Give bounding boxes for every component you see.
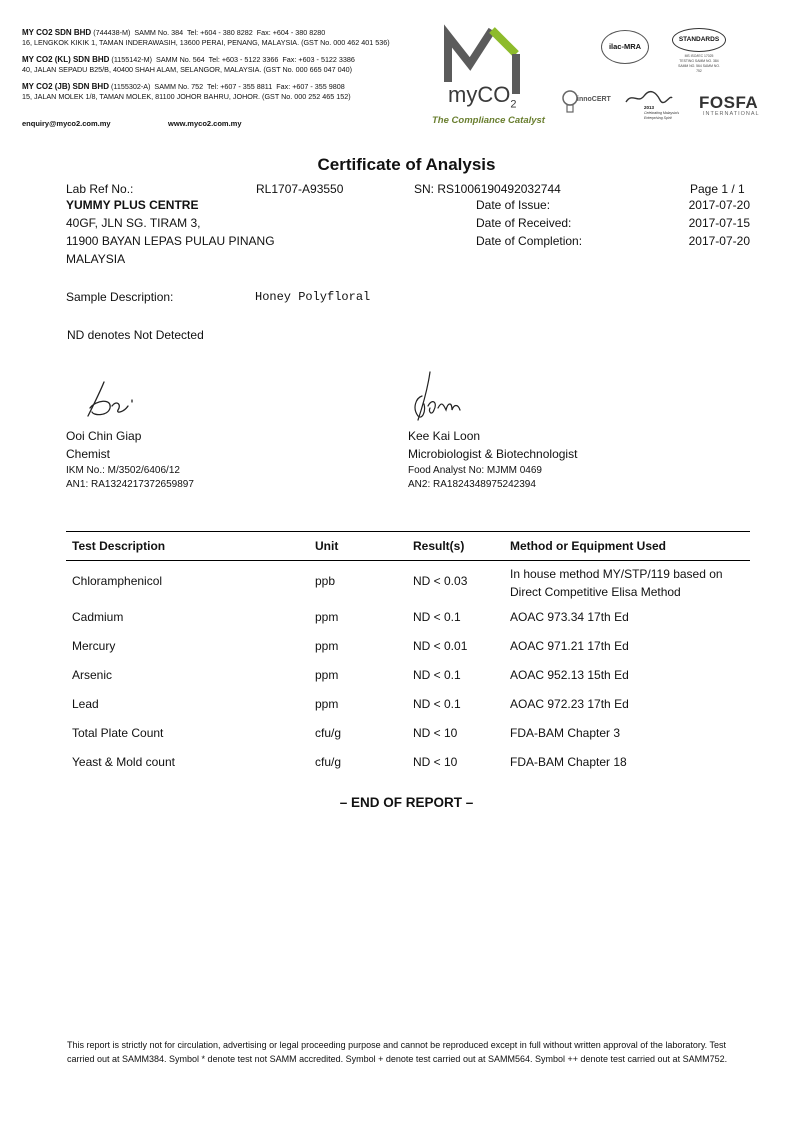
company-jb: MY CO2 (JB) SDN BHD (1155302-A) SAMM No. 752 Tel: +607 - 355 8811 Fax: +607 - 355 9808 15, JALAN MOLEK 1/8, TAMAN MOLEK, 81100 JOHOR BAHRU, JOHOR. (GST No. 000 252 465 152): [22, 82, 351, 101]
test-method: [504, 561, 750, 607]
date-completion-label: Date of Completion:: [476, 234, 583, 248]
date-labels: [476, 196, 582, 250]
standards-text: MS ISO/IEC 17025 TESTING SAMM NO. 384 SAMM NO. 564 SAMM NO. 752: [678, 54, 720, 73]
test-result: ND < 0.1: [413, 667, 461, 682]
test-unit: ppm: [315, 638, 339, 653]
test-result: ND < 0.1: [413, 696, 461, 711]
enterprise-script-icon: [624, 90, 674, 106]
signatory-title: Microbiologist & Biotechnologist: [408, 447, 578, 461]
company-email[interactable]: enquiry@myco2.com.my: [22, 119, 111, 128]
test-result: ND < 10: [413, 725, 458, 740]
table-row: [66, 561, 750, 607]
test-unit: ppm: [315, 667, 339, 682]
innocert-bulb-icon: [561, 88, 579, 118]
table-row: [66, 665, 750, 694]
table-row: [66, 694, 750, 723]
test-name: Total Plate Count: [72, 725, 164, 740]
customer-name: YUMMY PLUS CENTRE: [66, 198, 199, 212]
test-method-line: Direct Competitive Elisa Method: [510, 585, 681, 599]
signature-kee-icon: [408, 368, 468, 426]
serial-number: SN: RS1006190492032744: [414, 182, 561, 196]
date-issue-value: 2017-07-20: [688, 198, 750, 212]
test-method: AOAC 952.13 15th Ed: [510, 667, 629, 682]
signatory-ooi-ids: [66, 464, 194, 492]
company-list: [22, 28, 432, 102]
customer-line: MALAYSIA: [66, 252, 126, 266]
company-website[interactable]: www.myco2.com.my: [168, 119, 242, 128]
test-name: Yeast & Mold count: [72, 754, 175, 769]
test-result: ND < 0.1: [413, 609, 461, 624]
signatory-id: AN1: RA1324217372659897: [66, 479, 194, 490]
signatory-kee: [408, 427, 577, 463]
test-unit: cfu/g: [315, 754, 342, 769]
table-row: [66, 752, 750, 781]
end-of-report: – END OF REPORT –: [339, 795, 474, 810]
test-method: AOAC 971.21 17th Ed: [510, 638, 629, 653]
sample-value: Honey Polyfloral: [255, 290, 371, 304]
table-row: [66, 607, 750, 636]
tagline: The Compliance Catalyst: [432, 115, 545, 126]
test-unit: ppb: [315, 574, 336, 588]
test-name: Arsenic: [72, 667, 113, 682]
enterprise-badge: 2013 Celebrating Malaysia's Enterprising Spirit: [624, 90, 686, 122]
test-name: Lead: [72, 696, 99, 711]
test-result: ND < 0.03: [413, 574, 468, 588]
test-method: AOAC 972.23 17th Ed: [510, 696, 629, 711]
header-test-description: Test Description: [66, 532, 309, 561]
document-title: Certificate of Analysis: [317, 155, 496, 174]
lab-ref-label: Lab Ref No.:: [66, 182, 134, 196]
date-completion-value: 2017-07-20: [688, 234, 750, 248]
date-issue-label: Date of Issue:: [476, 198, 551, 212]
signatory-id: AN2: RA1824348975242394: [408, 479, 536, 490]
header-method: Method or Equipment Used: [504, 532, 750, 561]
test-method: AOAC 973.34 17th Ed: [510, 609, 629, 624]
signature-ooi-icon: [82, 378, 142, 422]
test-result: ND < 10: [413, 754, 458, 769]
signatory-kee-ids: [408, 464, 542, 492]
signatory-name: Ooi Chin Giap: [66, 429, 142, 443]
innocert-badge: innoCERT: [561, 88, 621, 118]
fosfa-subtitle: INTERNATIONAL: [703, 111, 760, 117]
header-unit: Unit: [309, 532, 407, 561]
test-name: Chloramphenicol: [72, 574, 163, 588]
standards-badge: STANDARDS: [672, 28, 726, 52]
lab-ref-value: RL1707-A93550: [256, 182, 344, 196]
nd-note: ND denotes Not Detected: [67, 328, 204, 342]
test-unit: ppm: [315, 696, 339, 711]
test-name: Cadmium: [72, 609, 124, 624]
table-row: [66, 636, 750, 665]
date-received-value: 2017-07-15: [688, 216, 750, 230]
signatory-title: Chemist: [66, 447, 111, 461]
customer-line: 40GF, JLN SG. TIRAM 3,: [66, 216, 201, 230]
customer-address: [66, 196, 275, 268]
footer-disclaimer: This report is strictly not for circulation, advertising or legal proceeding purpose and cannot be reproduced except in full without written approval of the laboratory. Test carried out at SAMM384. Symbol * denote test not SAMM accredited. Symbol + denote test carried out at SAMM564. Symbol ++ denote test carried out at SAMM752.: [67, 1040, 728, 1064]
company-penang: MY CO2 SDN BHD (744438-M) SAMM No. 384 Tel: +604 - 380 8282 Fax: +604 - 380 8280 16, LENGKOK KIKIK 1, TAMAN INDERAWASIH, 13600 PERAI, PENANG, MALAYSIA. (GST No. 000 462 401 536): [22, 28, 390, 47]
date-received-label: Date of Received:: [476, 216, 572, 230]
customer-line: 11900 BAYAN LEPAS PULAU PINANG: [66, 234, 275, 248]
test-method-line: In house method MY/STP/119 based on: [510, 567, 723, 581]
company-kl: MY CO2 (KL) SDN BHD (1155142-M) SAMM No. 564 Tel: +603 - 5122 3366 Fax: +603 - 5122 3386 40, JALAN SEPADU B25/B, 40400 SHAH ALAM, SELANGOR, MALAYSIA. (GST No. 000 665 047 040): [22, 55, 355, 74]
test-result: ND < 0.01: [413, 638, 468, 653]
test-method: FDA-BAM Chapter 18: [510, 754, 627, 769]
signatory-id: IKM No.: M/3502/6406/12: [66, 465, 180, 476]
myco2-logo: [432, 24, 557, 130]
ilac-badge: ilac-MRA: [601, 30, 649, 64]
signatory-name: Kee Kai Loon: [408, 429, 481, 443]
test-name: Mercury: [72, 638, 116, 653]
logo-text: myCO$_2$: [448, 82, 517, 111]
test-method: FDA-BAM Chapter 3: [510, 725, 621, 740]
test-unit: cfu/g: [315, 725, 342, 740]
fosfa-logo: FOSFA: [699, 93, 759, 112]
signatory-ooi: [66, 427, 141, 463]
header-results: Result(s): [407, 532, 504, 561]
sample-label: Sample Description:: [66, 290, 174, 304]
date-values: [686, 196, 750, 250]
table-row: [66, 723, 750, 752]
table-header-row: [66, 532, 750, 561]
test-unit: ppm: [315, 609, 339, 624]
results-table: [66, 531, 750, 781]
signatory-id: Food Analyst No: MJMM 0469: [408, 465, 542, 476]
page-number: Page 1 / 1: [690, 182, 745, 196]
